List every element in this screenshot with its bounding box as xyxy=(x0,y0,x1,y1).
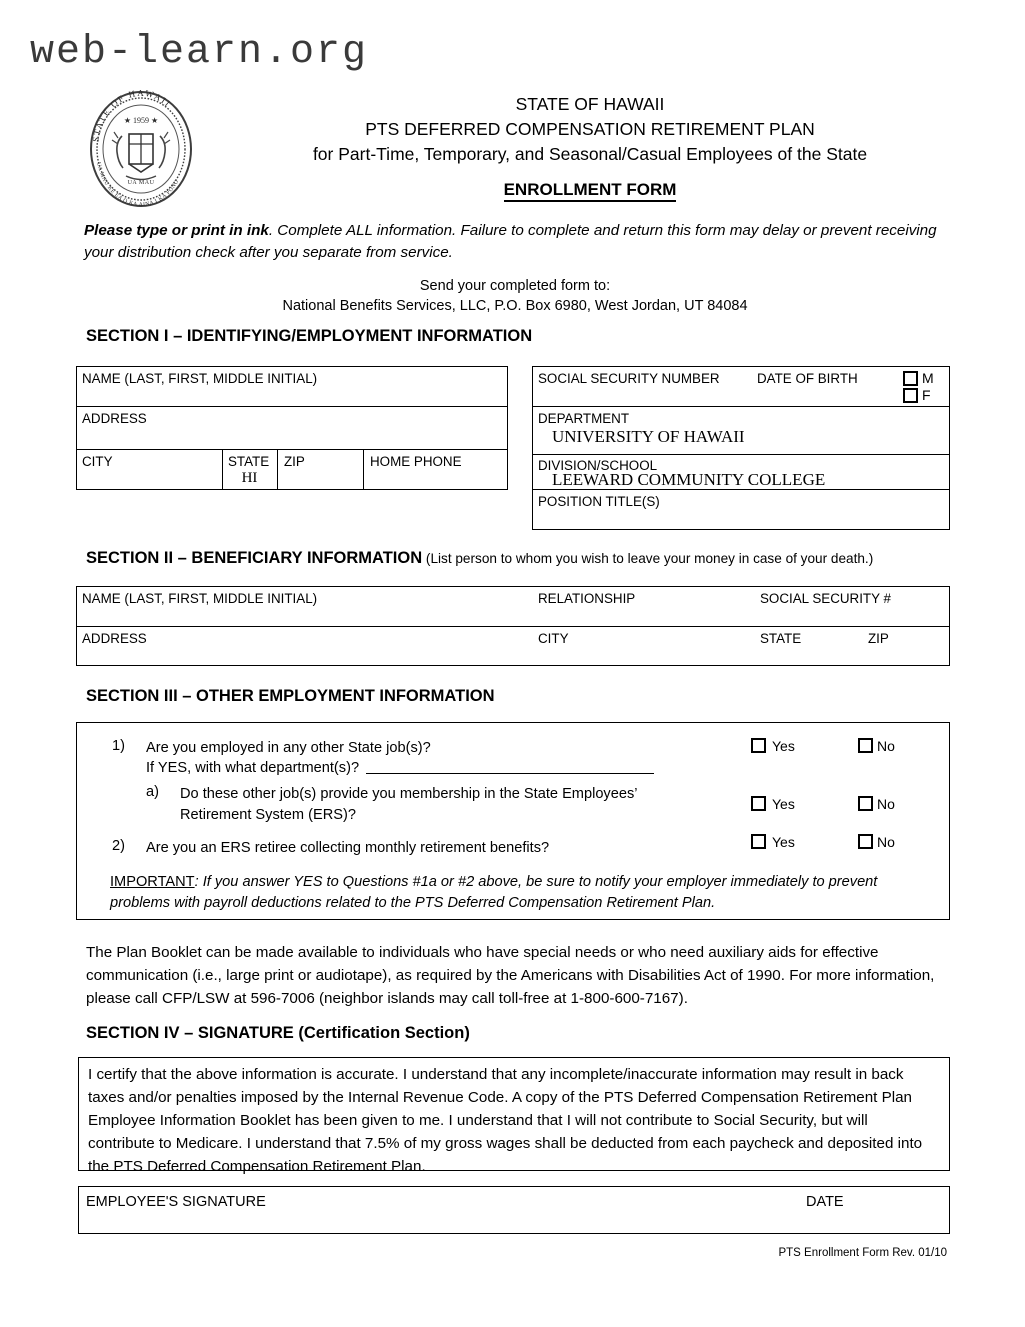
label-zip: ZIP xyxy=(284,454,305,469)
value-department: UNIVERSITY OF HAWAII xyxy=(552,427,745,446)
value-state: HI xyxy=(241,470,258,486)
question-2-text: Are you an ERS retiree collecting monthly retirement benefits? xyxy=(146,840,550,856)
label-beneficiary-address: ADDRESS xyxy=(82,631,147,646)
label-beneficiary-ssn: SOCIAL SECURITY # xyxy=(760,591,891,606)
checkbox-q1-no-label: No xyxy=(877,738,895,754)
section-1-heading: SECTION I – IDENTIFYING/EMPLOYMENT INFORMATION xyxy=(86,327,533,345)
checkbox-q1-yes[interactable] xyxy=(751,738,766,753)
question-1-ifyes-label: If YES, with what department(s)? xyxy=(146,760,360,776)
form-title xyxy=(210,180,970,200)
checkbox-q2-yes-label: Yes xyxy=(772,834,795,850)
instructions-bold-lead: Please type or print in ink xyxy=(84,222,269,239)
value-division-school: LEEWARD COMMUNITY COLLEGE xyxy=(552,470,826,489)
question-2-number: 2) xyxy=(112,838,125,854)
divider xyxy=(363,449,364,490)
checkbox-q1a-yes[interactable] xyxy=(751,796,766,811)
header-line-plan: PTS DEFERRED COMPENSATION RETIREMENT PLAN xyxy=(365,119,815,139)
question-1-text: Are you employed in any other State job(s)? xyxy=(146,740,431,756)
divider xyxy=(76,406,508,407)
label-state: STATE xyxy=(228,454,270,469)
section-3-heading: SECTION III – OTHER EMPLOYMENT INFORMATION xyxy=(86,687,495,705)
checkbox-male-label: M xyxy=(922,370,934,386)
label-ssn: SOCIAL SECURITY NUMBER xyxy=(538,371,720,386)
send-to-address: National Benefits Services, LLC, P.O. Box 6980, West Jordan, UT 84084 xyxy=(282,298,748,314)
question-1a-number: a) xyxy=(146,784,159,800)
important-text: : If you answer YES to Questions #1a or #2 above, be sure to notify your employer immediately to prevent problems with payroll deductions related to the PTS Deferred Compensation Retirement Plan. xyxy=(110,874,878,911)
certification-text: I certify that the above information is accurate. I understand that any incomplete/inaccurate information may result in back taxes and/or penalties imposed by the Internal Revenue Code. A copy of the PTS Deferred Compensation Retirement Plan Employee Information Booklet has been given to me. I understand that I will not contribute to Social Security, but will contribute to Medicare. I understand that 7.5% of my gross wages shall be deducted from each paycheck and deposited into the PTS Deferred Compensation Retirement Plan. xyxy=(88,1066,923,1175)
checkbox-q1a-yes-label: Yes xyxy=(772,796,795,812)
department-answer-input[interactable] xyxy=(366,773,654,774)
question-1a-line-1: Do these other job(s) provide you membership in the State Employees’ xyxy=(180,786,638,802)
checkbox-q2-no[interactable] xyxy=(858,834,873,849)
section-2-heading xyxy=(86,549,873,568)
svg-text:STATE OF HAWAII: STATE OF HAWAII xyxy=(90,88,174,143)
label-employee-signature: EMPLOYEE'S SIGNATURE xyxy=(86,1194,266,1210)
checkbox-q2-no-label: No xyxy=(877,834,895,850)
send-to-block xyxy=(84,276,946,316)
form-header xyxy=(210,92,970,167)
checkbox-q1a-no-label: No xyxy=(877,796,895,812)
svg-text:UA MAU: UA MAU xyxy=(127,180,155,186)
checkbox-q1a-no[interactable] xyxy=(858,796,873,811)
divider xyxy=(532,406,950,407)
plan-booklet-paragraph: The Plan Booklet can be made available to individuals who have special needs or who need auxiliary aids for effective communication (i.e., large print or audiotape), as required by the Americans with Disabilities Act of 1990. For more information, please call CFP/LSW at 596-7006 (neighbor islands may call toll-free at 1-800-600-7167). xyxy=(86,944,935,1007)
section-4-heading: SECTION IV – SIGNATURE (Certification Section) xyxy=(86,1024,470,1042)
svg-text:UA MAU KE EA O KA AINA I KA PO: UA MAU KE EA O KA AINA I KA PONO xyxy=(95,161,181,208)
label-name: NAME (LAST, FIRST, MIDDLE INITIAL) xyxy=(82,371,318,386)
label-position-title: POSITION TITLE(S) xyxy=(538,494,660,509)
instructions-paragraph xyxy=(84,220,946,264)
checkbox-q2-yes[interactable] xyxy=(751,834,766,849)
header-line-subtitle: for Part-Time, Temporary, and Seasonal/Casual Employees of the State xyxy=(312,144,868,164)
important-label: IMPORTANT xyxy=(110,874,195,890)
send-to-label: Send your completed form to: xyxy=(419,278,611,294)
header-line-state: STATE OF HAWAII xyxy=(515,94,665,114)
state-seal-icon xyxy=(82,88,200,208)
label-date: DATE xyxy=(806,1194,844,1210)
checkbox-q1-yes-label: Yes xyxy=(772,738,795,754)
checkbox-female-label: F xyxy=(922,387,931,403)
form-title-text: ENROLLMENT FORM xyxy=(504,180,677,202)
label-dob: DATE OF BIRTH xyxy=(757,371,858,386)
label-beneficiary-name: NAME (LAST, FIRST, MIDDLE INITIAL) xyxy=(82,591,318,606)
checkbox-q1-no[interactable] xyxy=(858,738,873,753)
svg-text:★ 1959 ★: ★ 1959 ★ xyxy=(123,116,159,125)
label-beneficiary-zip: ZIP xyxy=(868,631,889,646)
divider xyxy=(277,449,278,490)
label-beneficiary-state: STATE xyxy=(760,631,802,646)
divider xyxy=(76,626,950,627)
label-department: DEPARTMENT xyxy=(538,411,630,426)
label-address: ADDRESS xyxy=(82,411,147,426)
section-2-heading-main: SECTION II – BENEFICIARY INFORMATION xyxy=(86,549,423,567)
label-city: CITY xyxy=(82,454,113,469)
question-1a-line-2: Retirement System (ERS)? xyxy=(180,807,356,823)
important-note xyxy=(110,872,930,914)
label-beneficiary-relationship: RELATIONSHIP xyxy=(538,591,636,606)
site-watermark: web-learn.org xyxy=(30,30,369,75)
label-division-school: DIVISION/SCHOOL xyxy=(538,458,658,473)
divider xyxy=(76,449,508,450)
form-revision-footer: PTS Enrollment Form Rev. 01/10 xyxy=(778,1247,947,1259)
label-beneficiary-city: CITY xyxy=(538,631,569,646)
label-home-phone: HOME PHONE xyxy=(370,454,462,469)
section-2-heading-sub: (List person to whom you wish to leave your money in case of your death.) xyxy=(422,551,874,566)
instructions-rest: . Complete ALL information. Failure to complete and return this form may delay or prevent receiving your distribution check after you separate from service. xyxy=(84,222,937,261)
checkbox-male[interactable] xyxy=(903,371,918,386)
question-1-number: 1) xyxy=(112,738,125,754)
checkbox-female[interactable] xyxy=(903,388,918,403)
divider xyxy=(532,454,950,455)
